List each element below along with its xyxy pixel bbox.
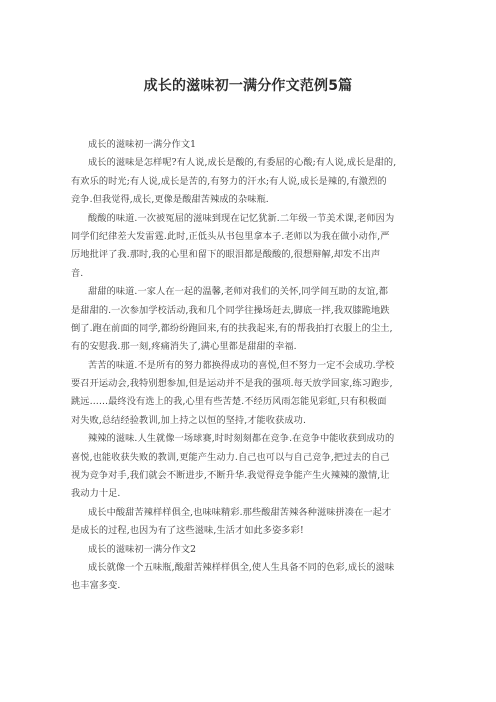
paragraph-line: 甜甜的味道.一家人在一起的温馨,老师对我们的关怀,同学间互助的友谊,都 bbox=[88, 286, 388, 298]
paragraph-line: 要召开运动会,我特别想参加,但是运动并不是我的强项.每天放学回家,练习跑步, bbox=[71, 378, 393, 390]
paragraph-line: 视为竞争对手,我们就会不断进步,不断升华.我觉得竞争能产生火辣辣的激情,让 bbox=[71, 470, 390, 482]
paragraph-line: 成长就像一个五味瓶,酸甜苦辣样样俱全,使人生具备不同的色彩,成长的滋味 bbox=[88, 561, 395, 573]
paragraph-line: 音. bbox=[71, 267, 84, 279]
paragraph-line: 同学们纪律差大发雷霆.此时,正低头从书包里拿本子.老师以为我在做小动作,严 bbox=[71, 230, 390, 242]
paragraph-line: 厉地批评了我.那时,我的心里和留下的眼泪都是酸酸的,很想辩解,却发不出声 bbox=[71, 249, 381, 261]
document-body bbox=[71, 136, 410, 596]
paragraph-line: 我动力十足. bbox=[71, 488, 121, 500]
paragraph-line: 有的安慰我.那一刻,疼痛消失了,满心里都是甜甜的幸福. bbox=[71, 341, 297, 353]
paragraph-line: 也丰富多变. bbox=[71, 580, 121, 592]
section-heading-2: 成长的滋味初一满分作文2 bbox=[88, 543, 197, 555]
section-heading-1: 成长的滋味初一满分作文1 bbox=[88, 139, 197, 150]
paragraph-line: 辣辣的滋味.人生就像一场球赛,时时刻刻都在竞争.在竞争中能收获到成功的 bbox=[88, 433, 395, 445]
paragraph-line: 是甜甜的.一次参加学校活动,我和几个同学往操场赶去,脚底一拌,我双膝跪地跌 bbox=[71, 304, 390, 316]
paragraph-line: 成长的滋味是怎样呢?有人说,成长是酸的,有委屈的心酸;有人说,成长是甜的, bbox=[88, 157, 397, 169]
paragraph-line: 苦苦的味道.不是所有的努力都换得成功的喜悦,但不努力一定不会成功.学校 bbox=[88, 359, 395, 371]
paragraph-line: 倒了.跑在前面的同学,都纷纷跑回来,有的扶我起来,有的帮我拍打衣服上的尘土, bbox=[71, 322, 393, 334]
paragraph-line: 竞争.但我觉得,成长,更像是酸甜苦辣成的杂味瓶. bbox=[71, 194, 269, 206]
paragraph-line: 成长中酸甜苦辣样样俱全,也味味精彩.那些酸甜苦辣各种滋味拼凑在一起才 bbox=[88, 506, 392, 518]
paragraph-line: 跳远……最终没有选上的我,心里有些苦楚.不经历风雨怎能见彩虹,只有积极面 bbox=[71, 396, 387, 408]
paragraph-line: 对失败,总结经验教训,加上持之以恒的坚持,才能收获成功. bbox=[71, 414, 306, 426]
paragraph-line: 是成长的过程,也因为有了这些滋味,生活才如此多姿多彩! bbox=[71, 525, 304, 537]
paragraph-line: 喜悦,也能收获失败的教训,更能产生动力.自己也可以与自己竞争,把过去的自己 bbox=[71, 451, 390, 463]
paragraph-line: 有欢乐的时光;有人说,成长是苦的,有努力的汗水;有人说,成长是辣的,有激烈的 bbox=[71, 175, 387, 187]
paragraph-line: 酸酸的味道.一次被冤屈的滋味到现在记忆犹新.二年级一节美术课,老师因为 bbox=[88, 212, 395, 224]
document-title: 成长的滋味初一满分作文范例5篇 bbox=[143, 78, 353, 94]
